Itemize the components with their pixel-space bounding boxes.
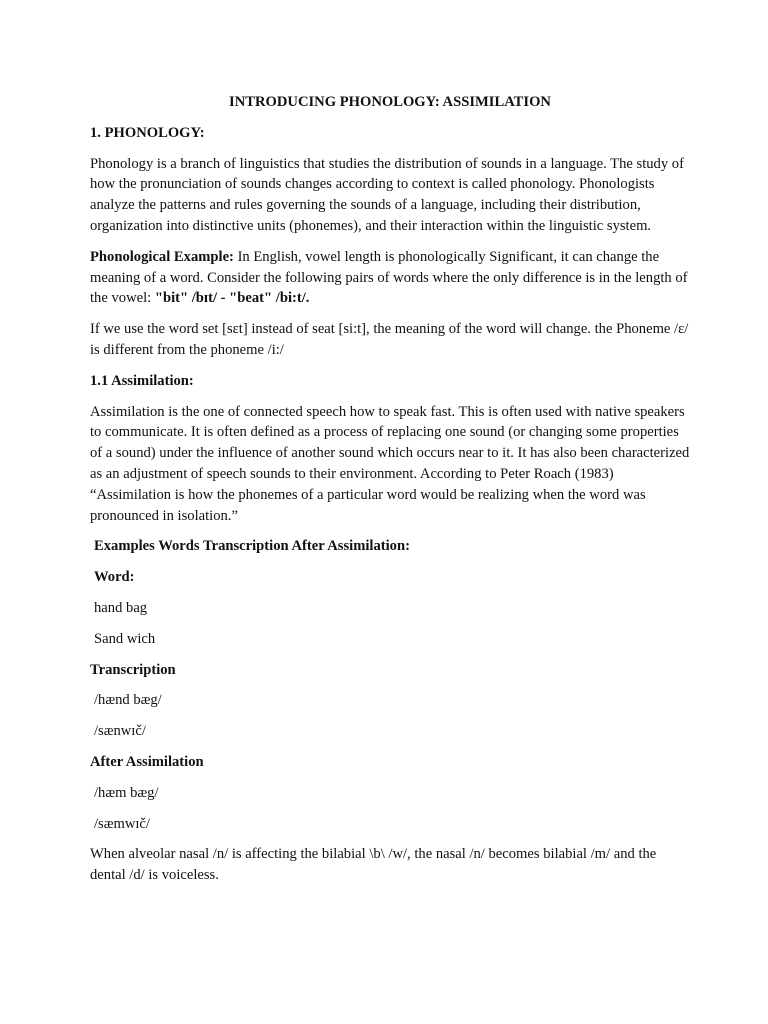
transcription-item: /hænd bæg/ [94, 692, 162, 709]
document-title: INTRODUCING PHONOLOGY: ASSIMILATION [229, 94, 551, 110]
section-heading-assimilation: 1.1 Assimilation: [90, 372, 194, 389]
word-heading: Word: [94, 569, 135, 586]
example-word-pair: "bit" /bɪt/ - "beat" /bi:t/. [154, 290, 310, 307]
paragraph-phoneme-contrast: If we use the word set [sɛt] instead of seat [si:t], the meaning of the word will change. the Phoneme /ɛ/ is different from the phoneme /i:/ [90, 321, 689, 358]
paragraph-phonology-definition: Phonology is a branch of linguistics that studies the distribution of sounds in a language. The study of how the pronunciation of sounds changes according to context is called phonology. Phonologists analyze the patterns and rules governing the sounds of a language, including their distribution, organization into distinctive units (phonemes), and their interaction within the linguistic system. [90, 155, 684, 234]
document-page [90, 92, 690, 896]
after-assimilation-item: /sæmwɪč/ [94, 815, 150, 832]
paragraph-assimilation-definition: Assimilation is the one of connected speech how to speak fast. This is often used with native speakers to communicate. It is often defined as a process of replacing one sound (or changing some properties of a sound) under the influence of another sound which occurs near to it. It has also been characterized as an adjustment of speech sounds to their environment. According to Peter Roach (1983) “Assimilation is how the phonemes of a particular word would be realizing when the word was pronounced in isolation.” [90, 403, 690, 524]
after-assimilation-heading: After Assimilation [90, 753, 204, 770]
paragraph-phonological-example [90, 247, 690, 309]
transcription-item: /sænwɪč/ [94, 723, 146, 740]
word-item: hand bag [94, 599, 148, 616]
example-label: Phonological Example: [90, 248, 234, 265]
transcription-heading: Transcription [90, 661, 176, 678]
word-item: Sand wich [94, 630, 156, 647]
after-assimilation-item: /hæm bæg/ [94, 784, 159, 801]
paragraph-closing: When alveolar nasal /n/ is affecting the bilabial \b\ /w/, the nasal /n/ becomes bilabial /m/ and the dental /d/ is voiceless. [90, 846, 657, 884]
example-text: In English, vowel length is phonologically Significant, it can change the meaning of a word. Consider the following pairs of words where the only difference is in the length of the vowel: [90, 248, 688, 307]
section-heading-phonology: 1. PHONOLOGY: [90, 124, 205, 141]
examples-heading: Examples Words Transcription After Assimilation: [94, 538, 410, 555]
